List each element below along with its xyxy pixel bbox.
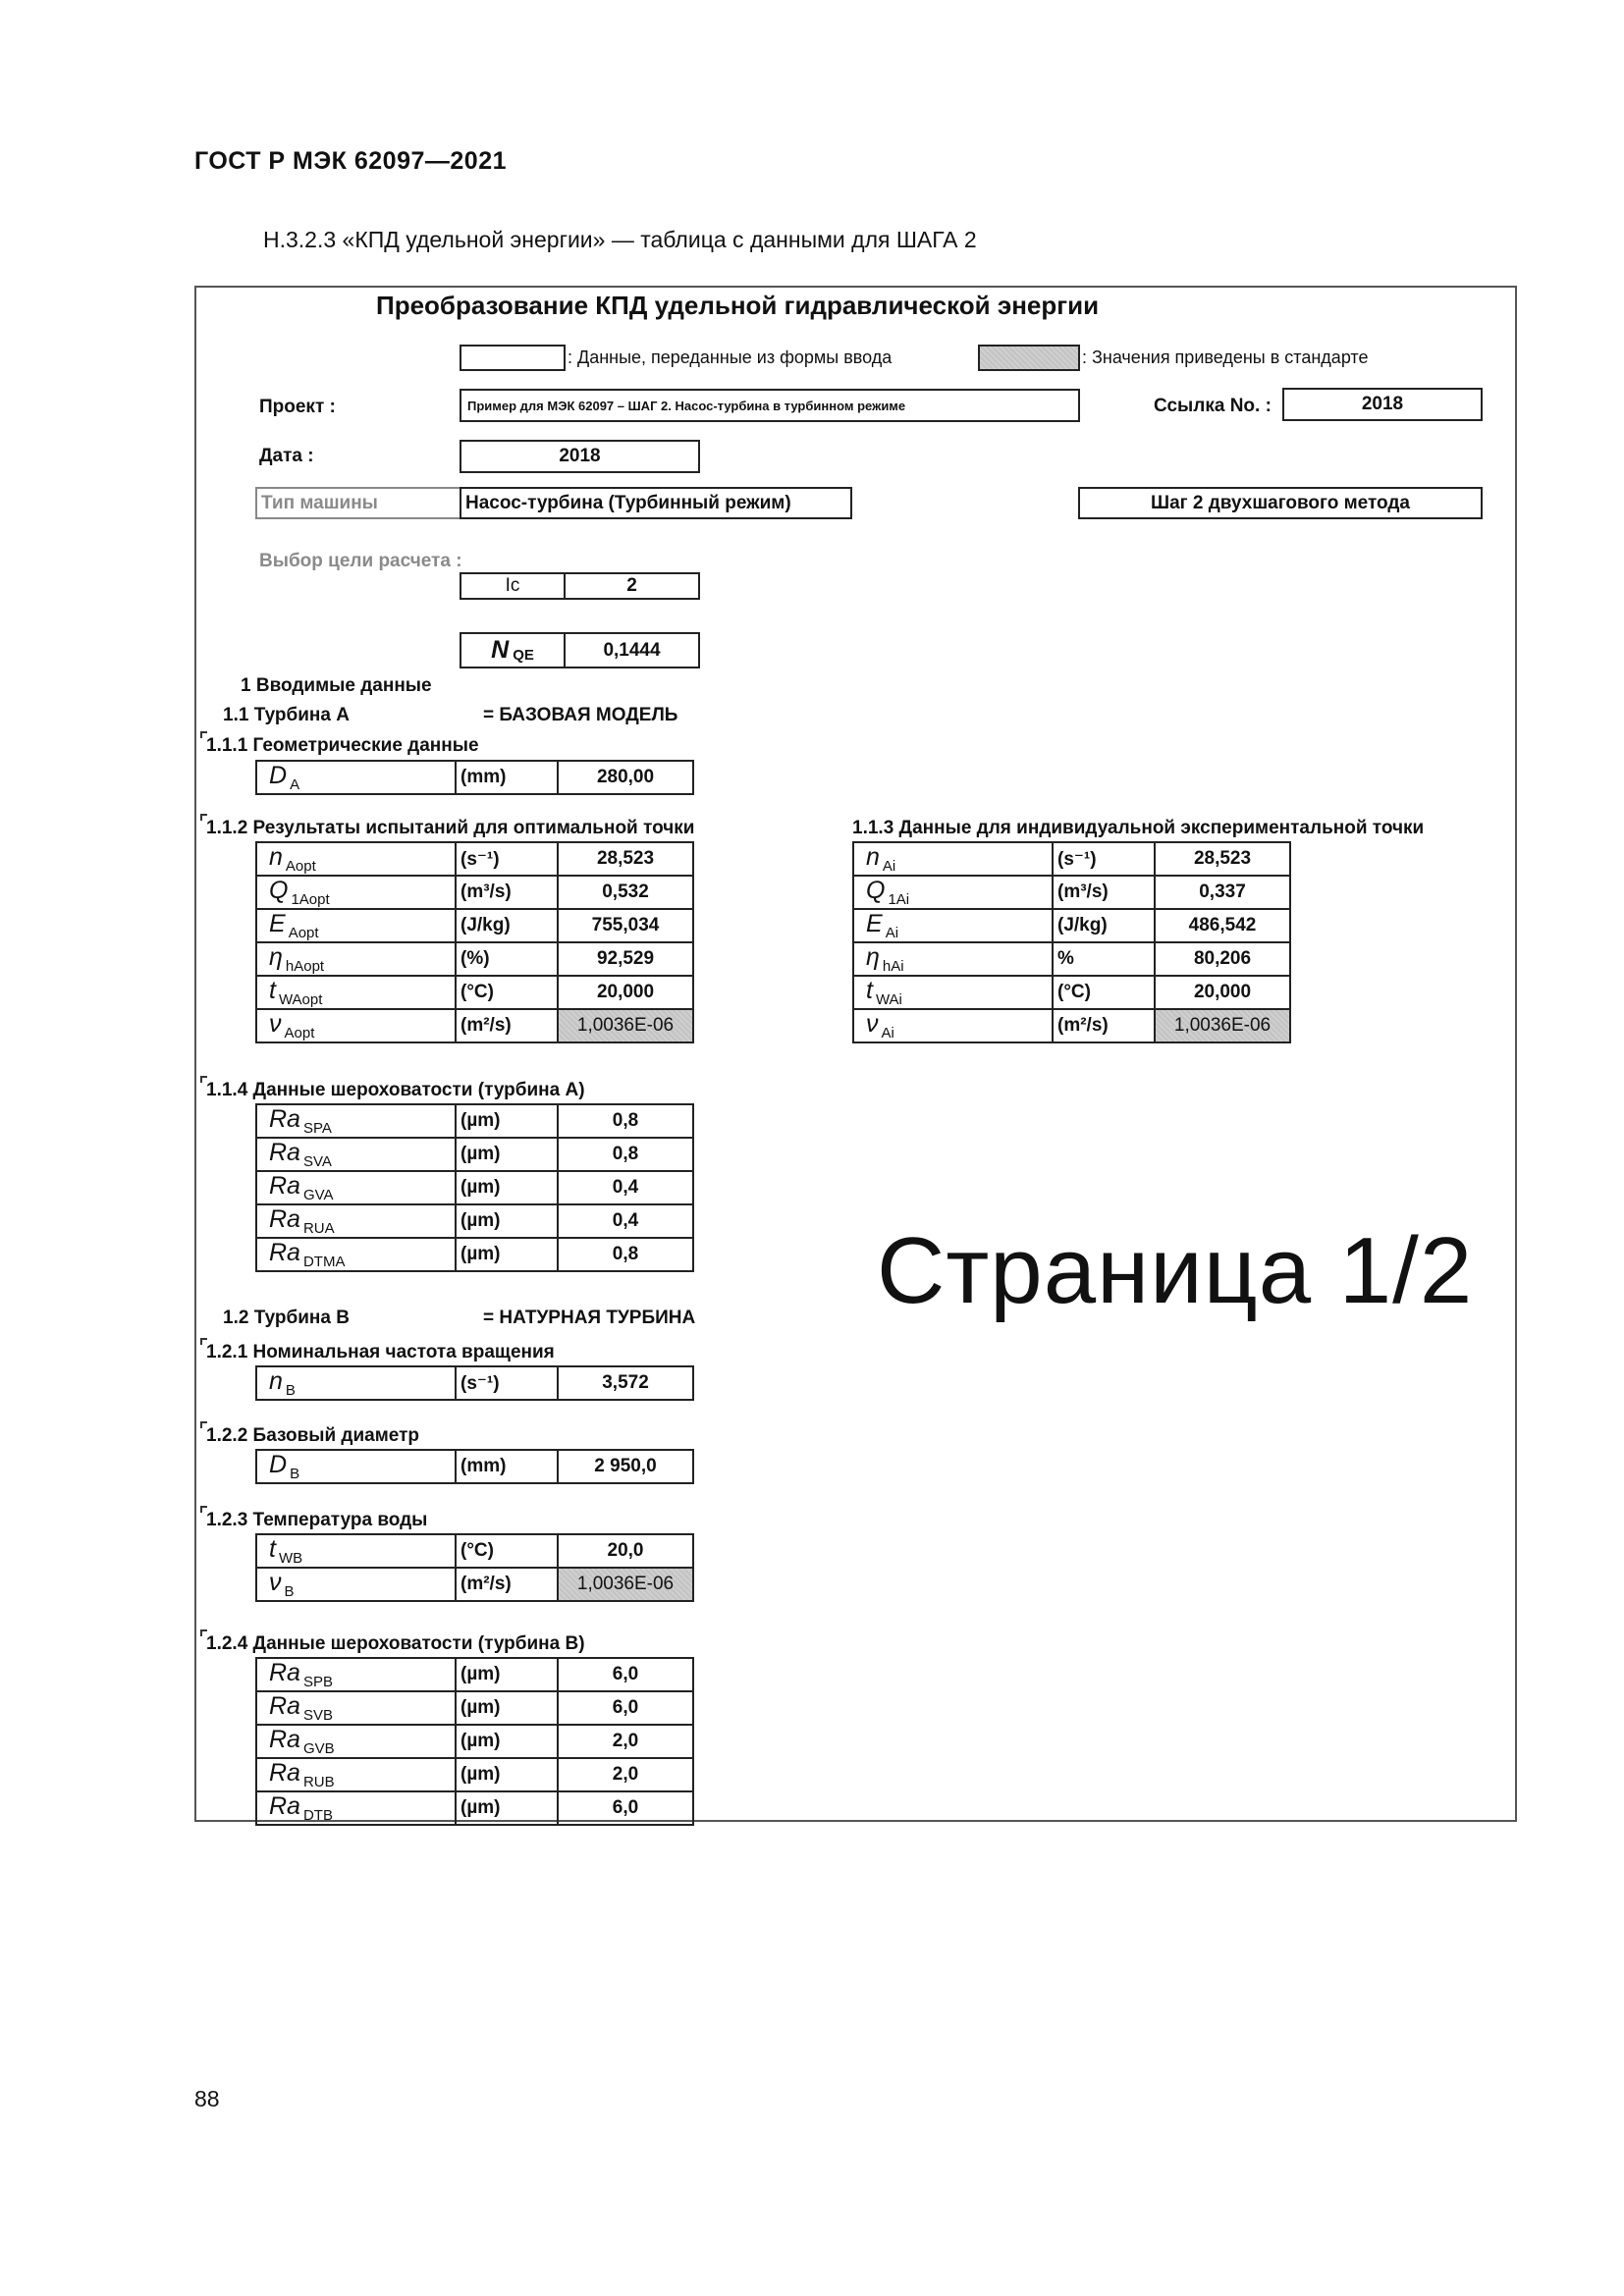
symbol: t xyxy=(866,977,873,1004)
symbol-subscript: SVB xyxy=(302,1707,333,1724)
unit: (m³/s) xyxy=(456,876,558,909)
roughness-b-symbol-cell xyxy=(256,1758,456,1791)
geometry-a-row xyxy=(256,761,693,794)
ind-point-symbol-cell xyxy=(853,942,1053,976)
project-label: Проект : xyxy=(259,397,336,417)
symbol: Ra xyxy=(269,1205,300,1233)
symbol-subscript: GVB xyxy=(302,1740,335,1757)
symbol-subscript: DTB xyxy=(302,1807,333,1824)
roughness-a-symbol-cell xyxy=(256,1104,456,1138)
roughness-b-row xyxy=(256,1725,693,1758)
opt-point-row xyxy=(256,876,693,909)
opt-point-row xyxy=(256,942,693,976)
unit: (°C) xyxy=(1053,976,1155,1009)
ind-point-symbol-cell xyxy=(853,1009,1053,1042)
value-input[interactable]: 280,00 xyxy=(558,761,693,794)
symbol-subscript: RUA xyxy=(302,1220,335,1237)
unit: (µm) xyxy=(456,1791,558,1825)
symbol: Ra xyxy=(269,1172,300,1200)
calc-target-label: Выбор цели расчета : xyxy=(259,551,462,571)
turbine-a-model: = БАЗОВАЯ МОДЕЛЬ xyxy=(483,705,678,725)
water-b-symbol-cell xyxy=(256,1568,456,1601)
date-input[interactable]: 2018 xyxy=(460,440,700,473)
nqe-value: 0,1444 xyxy=(564,632,700,668)
symbol-subscript: Ai xyxy=(882,858,896,875)
standard-value: 1,0036E-06 xyxy=(558,1009,693,1042)
symbol: Ra xyxy=(269,1139,300,1166)
roughness-a-symbol-cell xyxy=(256,1238,456,1271)
roughness-a-row xyxy=(256,1204,693,1238)
legend-input-swatch xyxy=(460,345,566,371)
section-water-temperature: 1.2.3 Температура воды xyxy=(206,1510,428,1530)
symbol-subscript: Ai xyxy=(885,925,899,941)
roughness-b-symbol-cell xyxy=(256,1658,456,1691)
diameter-b-symbol-cell xyxy=(256,1450,456,1483)
nqe-subscript: QE xyxy=(513,647,534,664)
symbol: Ra xyxy=(269,1759,300,1787)
ind-point-row xyxy=(853,942,1290,976)
roughness-a-symbol-cell xyxy=(256,1138,456,1171)
water-b-symbol-cell xyxy=(256,1534,456,1568)
section-base-diameter: 1.2.2 Базовый диаметр xyxy=(206,1425,420,1446)
symbol: η xyxy=(866,943,880,971)
ind-point-symbol-cell xyxy=(853,909,1053,942)
symbol: η xyxy=(269,943,283,971)
symbol-subscript: Aopt xyxy=(284,1025,315,1041)
unit: (µm) xyxy=(456,1104,558,1138)
unit: (s⁻¹) xyxy=(1053,842,1155,876)
standard-value: 1,0036E-06 xyxy=(1155,1009,1290,1042)
standard-value: 1,0036E-06 xyxy=(558,1568,693,1601)
symbol-subscript: 1Ai xyxy=(888,891,910,908)
value-input[interactable]: 3,572 xyxy=(558,1366,693,1400)
value-input[interactable]: 20,0 xyxy=(558,1534,693,1568)
roughness-a-row xyxy=(256,1138,693,1171)
page-stamp: Страница 1/2 xyxy=(877,1218,1474,1323)
ind-point-row xyxy=(853,1009,1290,1042)
speed-b-row xyxy=(256,1366,693,1400)
nqe-symbol: N xyxy=(491,636,510,664)
symbol-subscript: Aopt xyxy=(288,925,319,941)
symbol: Ra xyxy=(269,1659,300,1686)
opt-point-row xyxy=(256,976,693,1009)
unit: (µm) xyxy=(456,1725,558,1758)
ind-point-row xyxy=(853,842,1290,876)
ind-point-symbol-cell xyxy=(853,976,1053,1009)
unit: (µm) xyxy=(456,1238,558,1271)
value-input[interactable]: 486,542 xyxy=(1155,909,1290,942)
value-input[interactable]: 80,206 xyxy=(1155,942,1290,976)
value-input[interactable]: 755,034 xyxy=(558,909,693,942)
value-input[interactable]: 28,523 xyxy=(1155,842,1290,876)
unit: (m²/s) xyxy=(456,1009,558,1042)
symbol-subscript: 1Aopt xyxy=(291,891,330,908)
unit: (µm) xyxy=(456,1758,558,1791)
roughness-b-row xyxy=(256,1691,693,1725)
symbol-subscript: GVA xyxy=(302,1187,334,1203)
individual-point-table xyxy=(852,841,1291,1043)
roughness-b-row xyxy=(256,1791,693,1825)
ind-point-row xyxy=(853,909,1290,942)
section-turbine-b: 1.2 Турбина В xyxy=(223,1308,350,1328)
symbol: n xyxy=(866,843,880,871)
symbol: t xyxy=(269,1535,276,1563)
section-individual-point: 1.1.3 Данные для индивидуальной экспериментальной точки xyxy=(852,818,1425,838)
symbol-subscript: hAi xyxy=(882,958,904,975)
unit: (J/kg) xyxy=(456,909,558,942)
section-optimal-point: 1.1.2 Результаты испытаний для оптимальной точки xyxy=(206,818,695,838)
unit: % xyxy=(1053,942,1155,976)
value-input[interactable]: 0,4 xyxy=(558,1171,693,1204)
method-step-box: Шаг 2 двухшагового метода xyxy=(1078,487,1483,519)
diameter-b-row xyxy=(256,1450,693,1483)
symbol-subscript: B xyxy=(290,1466,300,1482)
roughness-a-row xyxy=(256,1104,693,1138)
symbol-subscript: Ai xyxy=(881,1025,894,1041)
symbol: n xyxy=(269,843,283,871)
value-input[interactable]: 0,337 xyxy=(1155,876,1290,909)
machine-type-input[interactable]: Насос-турбина (Турбинный режим) xyxy=(460,487,852,519)
value-input[interactable]: 0,532 xyxy=(558,876,693,909)
symbol: Ra xyxy=(269,1239,300,1266)
symbol: ν xyxy=(269,1010,282,1038)
value-input[interactable]: 0,8 xyxy=(558,1104,693,1138)
symbol-subscript: Aopt xyxy=(285,858,316,875)
roughness-b-row xyxy=(256,1658,693,1691)
symbol: ν xyxy=(269,1569,282,1596)
opt-point-row xyxy=(256,1009,693,1042)
opt-point-symbol-cell xyxy=(256,1009,456,1042)
symbol-subscript: WB xyxy=(278,1550,303,1567)
symbol-subscript: SVA xyxy=(302,1153,332,1170)
value-input[interactable]: 6,0 xyxy=(558,1658,693,1691)
symbol: Ra xyxy=(269,1105,300,1133)
symbol: Q xyxy=(269,877,289,904)
speed-b-symbol-cell xyxy=(256,1366,456,1400)
table-caption: Н.3.2.3 «КПД удельной энергии» — таблица с данными для ШАГА 2 xyxy=(263,227,977,252)
section-rated-speed: 1.2.1 Номинальная частота вращения xyxy=(206,1342,555,1362)
symbol-subscript: SPA xyxy=(302,1120,332,1137)
geometry-a-table xyxy=(255,760,694,795)
roughness-b-symbol-cell xyxy=(256,1791,456,1825)
section-turbine-a: 1.1 Турбина А xyxy=(223,705,350,725)
document-header: ГОСТ Р МЭК 62097—2021 xyxy=(194,147,508,175)
machine-type-label: Тип машины xyxy=(261,492,378,513)
water-b-row xyxy=(256,1534,693,1568)
roughness-a-symbol-cell xyxy=(256,1204,456,1238)
symbol-subscript: B xyxy=(284,1583,295,1600)
unit: (µm) xyxy=(456,1171,558,1204)
symbol-subscript: WAi xyxy=(875,991,902,1008)
project-input[interactable]: Пример для МЭК 62097 – ШАГ 2. Насос-турбина в турбинном режиме xyxy=(460,389,1080,422)
symbol: D xyxy=(269,762,288,789)
reference-input[interactable]: 2018 xyxy=(1282,388,1483,421)
unit: (°C) xyxy=(456,976,558,1009)
value-input[interactable]: 2,0 xyxy=(558,1758,693,1791)
calc-value-input[interactable]: 2 xyxy=(564,572,700,600)
roughness-a-row xyxy=(256,1171,693,1204)
ind-point-row xyxy=(853,976,1290,1009)
water-b-row xyxy=(256,1568,693,1601)
symbol: ν xyxy=(866,1010,879,1038)
opt-point-row xyxy=(256,909,693,942)
symbol: D xyxy=(269,1451,288,1478)
unit: (mm) xyxy=(456,1450,558,1483)
legend-standard-text: : Значения приведены в стандарте xyxy=(1082,347,1369,367)
unit: (µm) xyxy=(456,1691,558,1725)
reference-label: Ссылка No. : xyxy=(1154,396,1272,416)
unit: (m²/s) xyxy=(456,1568,558,1601)
value-input[interactable]: 28,523 xyxy=(558,842,693,876)
value-input[interactable]: 20,000 xyxy=(1155,976,1290,1009)
value-input[interactable]: 92,529 xyxy=(558,942,693,976)
section-geometry: 1.1.1 Геометрические данные xyxy=(206,735,479,756)
unit: (°C) xyxy=(456,1534,558,1568)
turbine-b-model: = НАТУРНАЯ ТУРБИНА xyxy=(483,1308,696,1328)
symbol: E xyxy=(269,910,286,937)
geometry-a-symbol-cell xyxy=(256,761,456,794)
unit: (m³/s) xyxy=(1053,876,1155,909)
roughness-b-table xyxy=(255,1657,694,1826)
roughness-b-symbol-cell xyxy=(256,1725,456,1758)
roughness-a-row xyxy=(256,1238,693,1271)
symbol: E xyxy=(866,910,883,937)
symbol: n xyxy=(269,1367,283,1395)
unit: (J/kg) xyxy=(1053,909,1155,942)
symbol-subscript: B xyxy=(285,1382,296,1399)
symbol: Ra xyxy=(269,1792,300,1820)
value-input[interactable]: 20,000 xyxy=(558,976,693,1009)
roughness-a-table xyxy=(255,1103,694,1272)
unit: (µm) xyxy=(456,1204,558,1238)
value-input[interactable]: 6,0 xyxy=(558,1791,693,1825)
unit: (µm) xyxy=(456,1138,558,1171)
value-input[interactable]: 2 950,0 xyxy=(558,1450,693,1483)
speed-b-table xyxy=(255,1365,694,1401)
optimal-point-table xyxy=(255,841,694,1043)
opt-point-symbol-cell xyxy=(256,976,456,1009)
ind-point-row xyxy=(853,876,1290,909)
symbol: t xyxy=(269,977,276,1004)
symbol-subscript: RUB xyxy=(302,1774,335,1790)
nqe-symbol-cell xyxy=(460,632,566,668)
unit: (s⁻¹) xyxy=(456,842,558,876)
unit: (mm) xyxy=(456,761,558,794)
symbol-subscript: SPB xyxy=(302,1674,333,1690)
unit: (µm) xyxy=(456,1658,558,1691)
form-title: Преобразование КПД удельной гидравлической энергии xyxy=(376,291,1100,320)
symbol-subscript: DTMA xyxy=(302,1254,346,1270)
date-label: Дата : xyxy=(259,446,314,466)
section-roughness-a: 1.1.4 Данные шероховатости (турбина А) xyxy=(206,1080,585,1100)
section-input-data: 1 Вводимые данные xyxy=(241,675,432,696)
value-input[interactable]: 0,8 xyxy=(558,1238,693,1271)
machine-type-label-cell xyxy=(255,487,461,519)
ind-point-symbol-cell xyxy=(853,876,1053,909)
value-input[interactable]: 0,4 xyxy=(558,1204,693,1238)
ind-point-symbol-cell xyxy=(853,842,1053,876)
legend-input-text: : Данные, переданные из формы ввода xyxy=(568,347,893,367)
unit: (m²/s) xyxy=(1053,1009,1155,1042)
water-b-table xyxy=(255,1533,694,1602)
opt-point-symbol-cell xyxy=(256,842,456,876)
roughness-b-row xyxy=(256,1758,693,1791)
unit: (s⁻¹) xyxy=(456,1366,558,1400)
value-input[interactable]: 0,8 xyxy=(558,1138,693,1171)
symbol-subscript: WAopt xyxy=(278,991,323,1008)
symbol-subscript: hAopt xyxy=(285,958,325,975)
value-input[interactable]: 2,0 xyxy=(558,1725,693,1758)
unit: (%) xyxy=(456,942,558,976)
page-number: 88 xyxy=(194,2086,220,2111)
legend-standard-swatch xyxy=(978,345,1080,371)
diameter-b-table xyxy=(255,1449,694,1484)
calc-code-cell: Ic xyxy=(460,572,566,600)
symbol: Ra xyxy=(269,1726,300,1753)
opt-point-symbol-cell xyxy=(256,942,456,976)
section-roughness-b: 1.2.4 Данные шероховатости (турбина В) xyxy=(206,1633,585,1654)
roughness-a-symbol-cell xyxy=(256,1171,456,1204)
opt-point-row xyxy=(256,842,693,876)
roughness-b-symbol-cell xyxy=(256,1691,456,1725)
opt-point-symbol-cell xyxy=(256,876,456,909)
symbol-subscript: A xyxy=(290,776,300,793)
value-input[interactable]: 6,0 xyxy=(558,1691,693,1725)
symbol: Q xyxy=(866,877,886,904)
symbol: Ra xyxy=(269,1692,300,1720)
opt-point-symbol-cell xyxy=(256,909,456,942)
